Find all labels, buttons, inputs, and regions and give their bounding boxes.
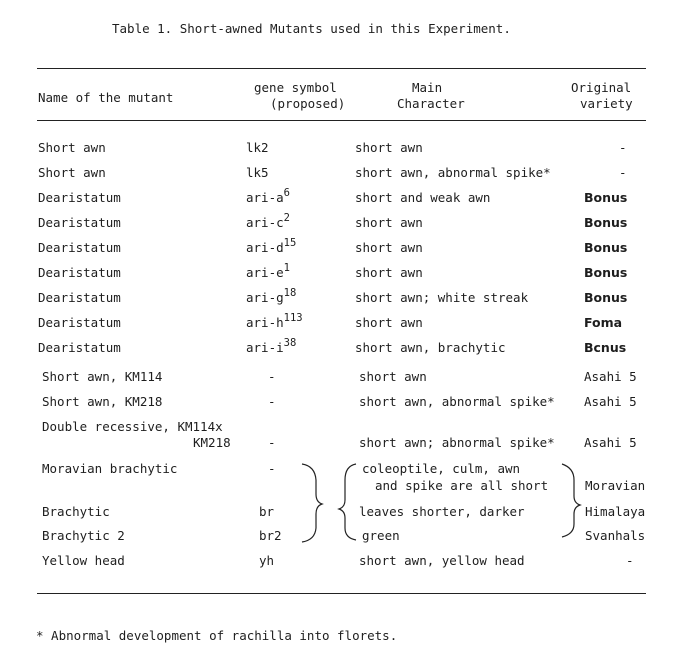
row-character: short awn — [355, 140, 423, 155]
gene-allele-superscript: 15 — [283, 237, 297, 249]
gene-symbol: lk2 — [246, 140, 269, 155]
row-character: short awn, abnormal spike* — [355, 165, 551, 180]
group-name-1: Brachytic — [42, 504, 110, 519]
row-name: Dearistatum — [38, 240, 121, 255]
row-name: Yellow head — [42, 553, 125, 568]
row-variety: Bonus — [584, 265, 628, 280]
row-name: Short awn — [38, 165, 106, 180]
header-char-2: Character — [397, 96, 465, 111]
row-character: short awn; abnormal spike* — [359, 435, 555, 450]
row-variety: Bonus — [584, 215, 628, 230]
gene-allele-superscript: 1 — [283, 262, 290, 274]
group-char-2: leaves shorter, darker — [359, 504, 525, 519]
row-gene: yh — [259, 553, 275, 568]
gene-allele-superscript: 113 — [283, 312, 303, 324]
group-gene-1: br — [259, 504, 275, 519]
row-name: Dearistatum — [38, 340, 121, 355]
row-name: Dearistatum — [38, 215, 121, 230]
row-name: Short awn, KM114 — [42, 369, 163, 384]
header-char-1: Main — [412, 80, 443, 95]
row-character: short awn — [355, 315, 423, 330]
row-name: Dearistatum — [38, 315, 121, 330]
group-name-0: Moravian brachytic — [42, 461, 178, 476]
gene-symbol: ari-a — [246, 190, 284, 205]
row-variety: Bonus — [584, 240, 628, 255]
row-variety: - — [626, 553, 634, 568]
header-var-1: Original — [571, 80, 632, 95]
row-variety: Asahi 5 — [584, 435, 637, 450]
header-gene-2: (proposed) — [270, 96, 346, 111]
row-character: short awn — [355, 265, 423, 280]
row-character: short awn, brachytic — [355, 340, 506, 355]
table-title: Table 1. Short-awned Mutants used in this Experiment. — [112, 21, 511, 36]
group-char-3: green — [362, 528, 400, 543]
row-variety: Bcnus — [584, 340, 627, 355]
row-character: short and weak awn — [355, 190, 491, 205]
gene-symbol: - — [268, 394, 276, 409]
row-variety: Asahi 5 — [584, 369, 637, 384]
group-gene-0: - — [268, 461, 276, 476]
row-character: short awn, yellow head — [359, 553, 525, 568]
gene-symbol: ari-e — [246, 265, 284, 280]
gene-allele-superscript: 18 — [283, 287, 297, 299]
group-variety-2: Svanhals — [585, 528, 646, 543]
row-name-line1: Double recessive, KM114x — [42, 419, 223, 434]
row-name: Short awn, KM218 — [42, 394, 163, 409]
header-name: Name of the mutant — [38, 90, 174, 105]
row-name: Dearistatum — [38, 265, 121, 280]
row-variety: - — [619, 165, 627, 180]
row-variety: Asahi 5 — [584, 394, 637, 409]
group-variety-0: Moravian — [585, 478, 646, 493]
row-variety: Foma — [584, 315, 623, 330]
row-character: short awn — [359, 369, 427, 384]
group-char-1: and spike are all short — [375, 478, 549, 493]
group-char-0: coleoptile, culm, awn — [362, 461, 521, 476]
row-variety: Bonus — [584, 290, 628, 305]
row-name: Dearistatum — [38, 290, 121, 305]
row-character: short awn — [355, 215, 423, 230]
row-variety: Bonus — [584, 190, 628, 205]
gene-symbol: ari-d — [246, 240, 284, 255]
gene-symbol: ari-h — [246, 315, 284, 330]
row-character: short awn, abnormal spike* — [359, 394, 555, 409]
bottom-rule — [37, 593, 646, 594]
footnote: * Abnormal development of rachilla into florets. — [36, 628, 398, 643]
brace-char-right — [562, 464, 580, 537]
row-character: short awn — [355, 240, 423, 255]
gene-symbol: ari-i — [246, 340, 284, 355]
gene-symbol: - — [268, 369, 276, 384]
group-variety-1: Himalaya — [585, 504, 646, 519]
row-name: Short awn — [38, 140, 106, 155]
gene-symbol: lk5 — [246, 165, 269, 180]
gene-symbol: ari-g — [246, 290, 284, 305]
row-variety: - — [619, 140, 627, 155]
group-gene-2: br2 — [259, 528, 282, 543]
brace-gene-right — [302, 464, 322, 542]
gene-allele-superscript: 2 — [283, 212, 290, 224]
header-gene-1: gene symbol — [254, 80, 337, 95]
gene-allele-superscript: 6 — [283, 187, 290, 199]
header-var-2: variety — [580, 96, 633, 111]
row-name-line2: KM218 — [193, 435, 231, 450]
row-name: Dearistatum — [38, 190, 121, 205]
gene-allele-superscript: 38 — [283, 337, 297, 349]
row-character: short awn; white streak — [355, 290, 529, 305]
gene-symbol: ari-c — [246, 215, 284, 230]
brace-char-left — [339, 464, 356, 540]
group-name-2: Brachytic 2 — [42, 528, 125, 543]
row-gene: - — [268, 435, 276, 450]
